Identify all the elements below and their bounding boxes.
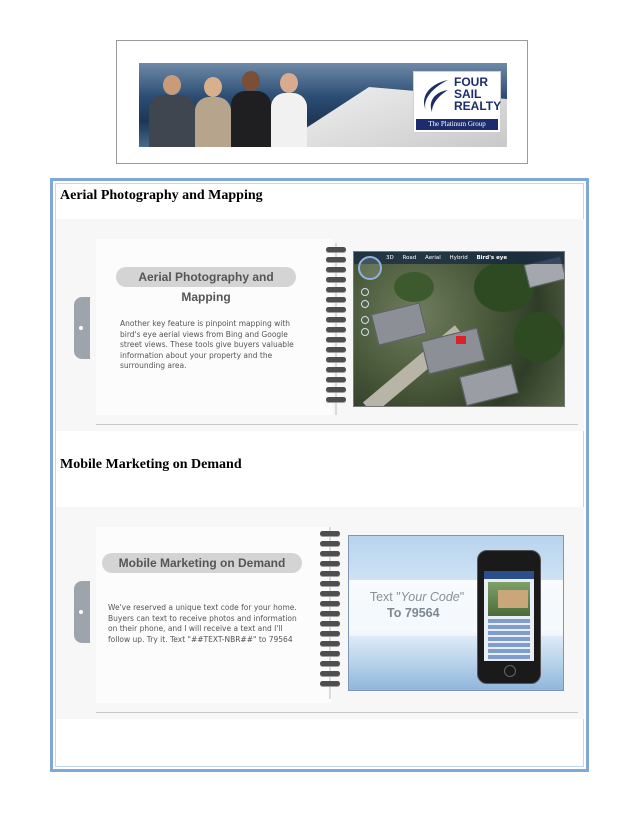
map-tab-birds-eye[interactable]: Bird's eye: [476, 255, 508, 261]
section-heading-mobile: Mobile Marketing on Demand: [60, 457, 242, 472]
listing-photo: [488, 582, 530, 616]
property-pin-marker: [456, 336, 466, 344]
map-compass-icon[interactable]: [358, 256, 382, 280]
text-code-line: [363, 590, 471, 604]
agent-photo: [149, 95, 195, 147]
spiral-binding: [326, 243, 346, 415]
text-number: To 79564: [387, 606, 440, 620]
rotate-icon[interactable]: [361, 316, 369, 324]
page-tab-handle[interactable]: [74, 581, 90, 643]
agent-photo: [231, 91, 271, 147]
feature-pill-mobile: Mobile Marketing on Demand: [102, 553, 302, 573]
map-tab-road[interactable]: Road: [402, 255, 417, 261]
spiral-binding: [320, 527, 340, 699]
page-bottom-edge: [96, 424, 578, 431]
map-view-bar: [354, 252, 564, 264]
logo-wordmark: [454, 76, 500, 112]
logo-line-realty: REALTY: [454, 99, 502, 113]
agent-photo: [271, 93, 307, 147]
four-sail-realty-logo: [413, 71, 501, 133]
feature-blurb-mobile: We've reserved a unique text code for your home. Buyers can text to receive photos and information on their phone, and I will receive a text and I'll follow up. Try it. Text "##TEXT-NBR##" to 79564: [108, 603, 297, 644]
aerial-map-image: [353, 251, 565, 407]
logo-line-four: FOUR: [454, 75, 488, 89]
zoom-in-icon[interactable]: [361, 288, 369, 296]
rotate-back-icon[interactable]: [361, 328, 369, 336]
map-tab-aerial[interactable]: Aerial: [425, 255, 441, 261]
smartphone-mockup: [477, 550, 541, 684]
page-tab-handle[interactable]: [74, 297, 90, 359]
page-bottom-edge: [96, 712, 578, 719]
sail-swirl-icon: [418, 78, 452, 114]
map-tab-3d[interactable]: 3D: [386, 255, 394, 261]
content-frame: [50, 178, 589, 772]
section-heading-aerial: Aerial Photography and Mapping: [60, 188, 263, 203]
text-code-value: Your Code: [400, 590, 460, 604]
phone-home-button-icon: [504, 665, 516, 677]
team-photo: [139, 63, 507, 147]
map-tab-hybrid[interactable]: Hybrid: [449, 255, 468, 261]
text-code-suffix: ": [459, 590, 465, 604]
logo-tagline: The Platinum Group: [416, 119, 498, 130]
phone-screen: [484, 571, 534, 661]
feature-blurb-aerial: Another key feature is pinpoint mapping with bird's eye aerial views from Bing and Google street views. These tools give buyers valuable information about your property and the surrounding area.: [120, 319, 294, 370]
zoom-out-icon[interactable]: [361, 300, 369, 308]
agent-photo: [195, 97, 231, 147]
header-banner: [116, 40, 528, 164]
text-code-prefix: Text ": [369, 590, 401, 604]
logo-line-sail: SAIL: [454, 87, 482, 101]
mobile-marketing-image: [348, 535, 564, 691]
mobile-feature-book: [56, 507, 584, 719]
feature-pill-aerial: Aerial Photography and Mapping: [116, 267, 296, 287]
aerial-feature-book: [56, 219, 584, 431]
